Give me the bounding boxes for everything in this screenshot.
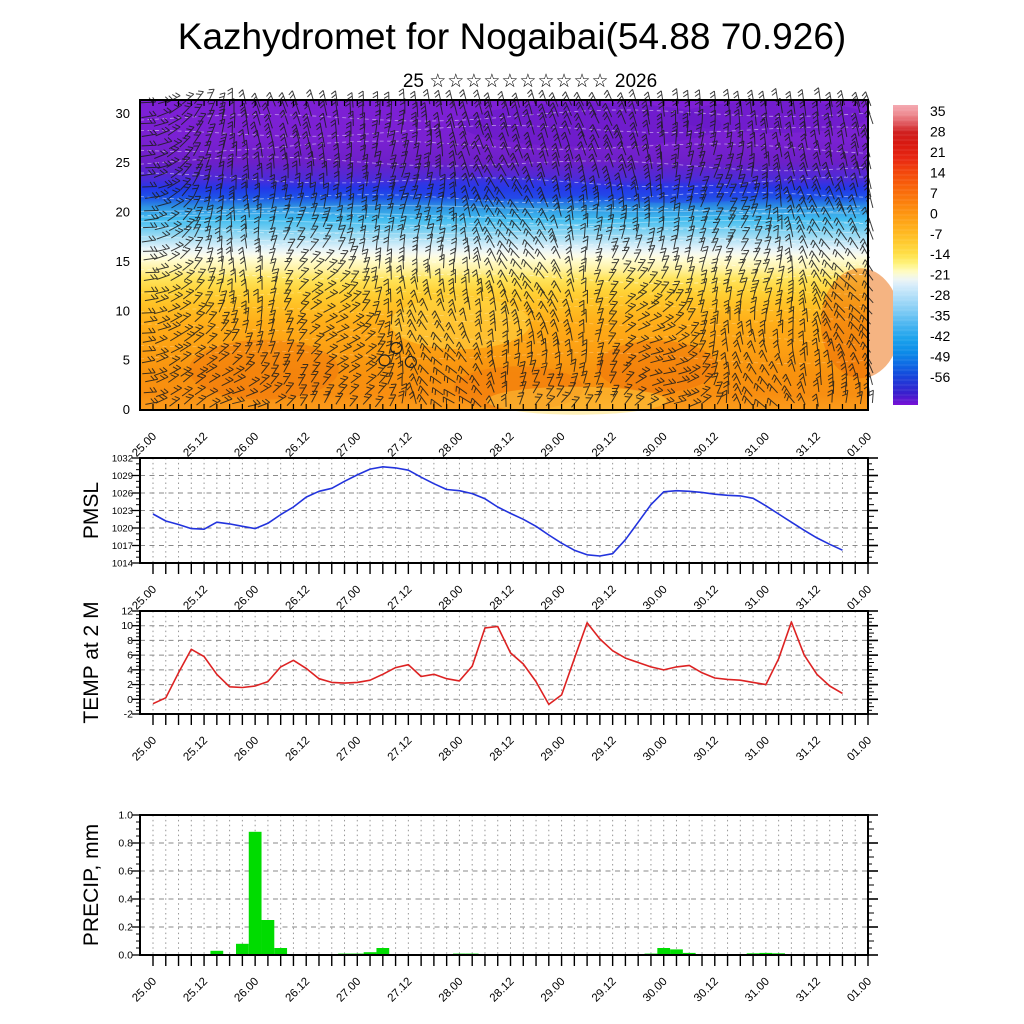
svg-text:1023: 1023 xyxy=(111,506,133,517)
x-tick-label: 01.00 xyxy=(845,734,875,764)
x-tick-label: 30.00 xyxy=(640,975,670,1005)
x-tick-label: 25.00 xyxy=(130,430,160,460)
cross-section-panel xyxy=(116,88,951,460)
page-title: Kazhydromet for Nogaibai(54.88 70.926) xyxy=(177,16,847,57)
x-tick-label: 26.12 xyxy=(283,583,313,613)
precip-ytick-labels xyxy=(118,810,133,962)
temp2m-ytick-labels xyxy=(121,606,133,721)
x-tick-label: 31.12 xyxy=(794,734,824,764)
colorbar-tick-label: 0 xyxy=(930,205,938,222)
svg-text:0.0: 0.0 xyxy=(118,949,133,962)
colorbar-tick-label: -14 xyxy=(930,246,951,263)
x-tick-label: 27.12 xyxy=(385,975,415,1005)
x-tick-label: 31.00 xyxy=(743,975,772,1005)
colorbar-tick-label: 35 xyxy=(930,103,946,119)
svg-text:1020: 1020 xyxy=(111,523,133,535)
svg-text:0.8: 0.8 xyxy=(118,837,133,850)
x-tick-label: 30.00 xyxy=(640,583,670,613)
x-tick-label: 25.12 xyxy=(181,734,211,764)
x-tick-label: 26.00 xyxy=(232,583,262,613)
x-tick-label: 25.12 xyxy=(181,583,211,613)
x-axis-labels xyxy=(130,584,874,613)
x-tick-label: 29.12 xyxy=(589,583,619,613)
x-tick-label: 26.00 xyxy=(232,430,262,460)
cross-section-ytick-labels xyxy=(116,106,130,417)
x-tick-label: 26.12 xyxy=(283,975,313,1005)
x-tick-label: 29.12 xyxy=(589,430,619,460)
svg-text:0: 0 xyxy=(122,402,130,417)
colorbar-tick-label: -35 xyxy=(930,307,951,324)
x-tick-label: 28.12 xyxy=(487,430,517,460)
colorbar-tick-label: -7 xyxy=(930,225,943,242)
svg-text:1.0: 1.0 xyxy=(118,809,133,822)
x-tick-label: 31.12 xyxy=(794,583,824,613)
x-tick-label: 29.00 xyxy=(538,734,568,764)
svg-text:1026: 1026 xyxy=(111,488,133,500)
svg-text:15: 15 xyxy=(115,253,130,269)
x-tick-label: 01.00 xyxy=(845,975,875,1005)
svg-text:0.4: 0.4 xyxy=(118,893,133,906)
x-tick-label: 28.00 xyxy=(436,975,466,1005)
x-axis-labels xyxy=(130,735,874,764)
x-tick-label: 27.00 xyxy=(334,975,364,1005)
x-tick-label: 27.00 xyxy=(334,583,364,613)
x-tick-label: 26.12 xyxy=(283,430,313,460)
x-tick-label: 30.12 xyxy=(692,975,721,1005)
x-tick-label: 27.12 xyxy=(385,430,415,460)
x-tick-label: 01.00 xyxy=(845,583,875,613)
x-tick-label: 26.00 xyxy=(232,734,262,764)
colorbar-tick-label: 14 xyxy=(930,164,946,181)
colorbar-tick-label: -42 xyxy=(930,328,951,345)
x-tick-label: 25.00 xyxy=(130,583,160,613)
svg-text:0.2: 0.2 xyxy=(118,921,133,934)
subtitle-day: 25 xyxy=(402,71,424,92)
x-tick-label: 27.00 xyxy=(334,430,364,460)
svg-text:0.6: 0.6 xyxy=(118,865,133,878)
x-tick-label: 27.12 xyxy=(385,583,415,613)
svg-text:1029: 1029 xyxy=(111,471,133,482)
colorbar-tick-label: 7 xyxy=(930,184,938,201)
x-tick-label: 30.00 xyxy=(640,734,670,764)
x-tick-label: 25.00 xyxy=(130,975,160,1005)
x-tick-label: 29.12 xyxy=(589,975,619,1005)
x-tick-label: 25.12 xyxy=(181,975,211,1005)
pmsl-panel xyxy=(80,454,878,613)
x-tick-label: 27.12 xyxy=(385,734,415,764)
temp2m-line xyxy=(153,622,843,704)
svg-text:4: 4 xyxy=(127,664,133,677)
svg-text:5: 5 xyxy=(122,352,130,368)
date-subtitle xyxy=(140,70,920,93)
temp2m-axis-title: TEMP at 2 M xyxy=(80,601,103,724)
colorbar-tick-label: -56 xyxy=(930,368,951,385)
x-tick-label: 31.00 xyxy=(743,734,772,764)
x-tick-label: 26.00 xyxy=(232,975,262,1005)
x-tick-label: 28.12 xyxy=(487,583,517,613)
x-tick-label: 25.00 xyxy=(130,734,160,764)
svg-text:2: 2 xyxy=(127,679,133,692)
svg-text:1032: 1032 xyxy=(111,453,133,465)
x-tick-label: 29.00 xyxy=(538,975,568,1005)
colorbar-tick-label: -28 xyxy=(930,287,951,304)
svg-text:12: 12 xyxy=(121,605,133,618)
subtitle-stars: ☆☆☆☆☆☆☆☆☆☆ xyxy=(429,71,610,92)
temp2m-panel xyxy=(80,601,878,763)
subtitle-year: 2026 xyxy=(614,71,658,92)
svg-text:-2: -2 xyxy=(123,708,133,721)
x-tick-label: 28.12 xyxy=(487,975,517,1005)
svg-text:8: 8 xyxy=(127,634,133,647)
x-tick-label: 30.12 xyxy=(692,583,721,613)
precip-panel xyxy=(80,810,878,1005)
x-tick-label: 31.12 xyxy=(794,430,824,460)
x-tick-label: 30.00 xyxy=(640,430,670,460)
x-tick-label: 31.00 xyxy=(743,430,772,460)
svg-text:30: 30 xyxy=(115,105,130,121)
x-tick-label: 30.12 xyxy=(692,430,721,460)
svg-text:20: 20 xyxy=(115,204,130,220)
svg-text:1017: 1017 xyxy=(111,541,133,552)
x-tick-label: 28.12 xyxy=(487,734,517,764)
x-tick-label: 31.00 xyxy=(743,583,772,613)
precip-axis-title: PRECIP, mm xyxy=(80,823,103,947)
colorbar-tick-label: -49 xyxy=(930,348,951,365)
colorbar-tick-label: 28 xyxy=(930,123,946,140)
x-tick-label: 30.12 xyxy=(692,734,721,764)
x-axis-labels xyxy=(130,431,874,460)
svg-text:6: 6 xyxy=(127,649,133,662)
x-tick-label: 28.00 xyxy=(436,430,466,460)
x-tick-label: 29.00 xyxy=(538,430,568,460)
x-tick-label: 27.00 xyxy=(334,734,364,764)
pmsl-axis-title: PMSL xyxy=(80,481,103,540)
x-tick-label: 28.00 xyxy=(436,583,466,613)
svg-text:10: 10 xyxy=(121,620,133,633)
colorbar-tick-label: 21 xyxy=(930,143,946,160)
x-tick-label: 01.00 xyxy=(845,430,875,460)
x-tick-label: 31.12 xyxy=(794,975,824,1005)
svg-text:0: 0 xyxy=(127,693,133,706)
x-tick-label: 28.00 xyxy=(436,734,466,764)
colorbar-tick-label: -21 xyxy=(930,266,951,283)
x-axis-labels xyxy=(130,976,874,1005)
pmsl-ytick-labels xyxy=(112,454,133,570)
x-tick-label: 29.12 xyxy=(589,734,619,764)
svg-text:10: 10 xyxy=(115,303,130,319)
svg-text:25: 25 xyxy=(115,155,130,171)
x-tick-label: 26.12 xyxy=(283,734,313,764)
x-tick-label: 29.00 xyxy=(538,583,568,613)
x-tick-label: 25.12 xyxy=(181,430,211,460)
colorbar xyxy=(893,103,950,405)
svg-text:1014: 1014 xyxy=(111,558,133,570)
